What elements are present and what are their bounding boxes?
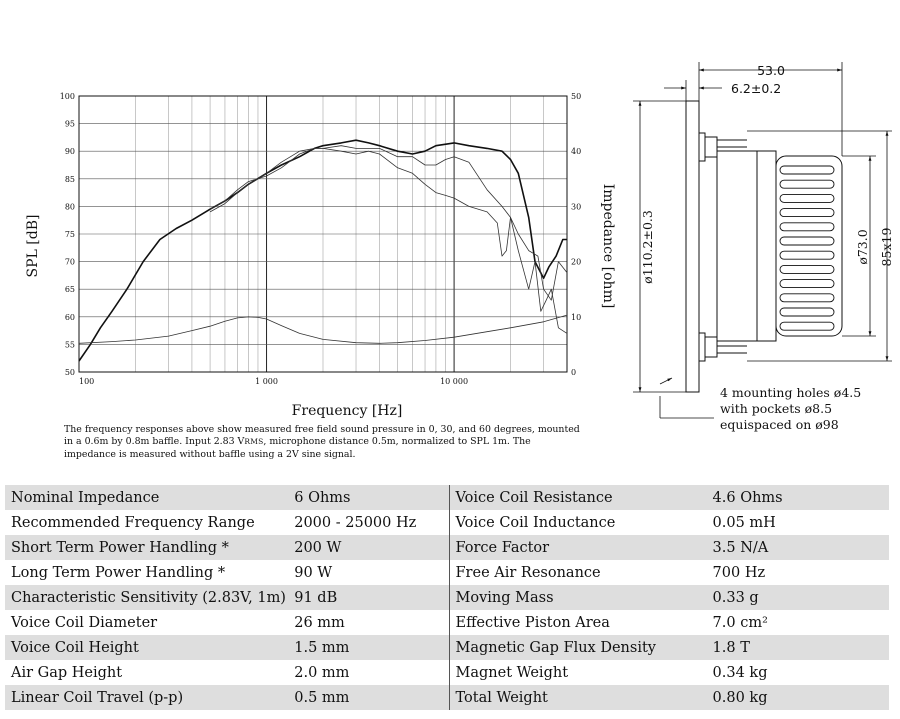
spec-value: 0.05 mH <box>712 514 776 531</box>
x-axis-label: Frequency [Hz] <box>291 403 403 419</box>
y2-tick-label: 50 <box>571 92 582 101</box>
y-axis-label: SPL [dB] <box>25 214 41 278</box>
heatsink-fin <box>780 251 834 259</box>
spec-label: Effective Piston Area <box>449 610 707 635</box>
y-tick-label: 60 <box>64 312 75 322</box>
spec-label: Voice Coil Diameter <box>11 614 158 631</box>
heatsink-fin <box>780 265 834 273</box>
spec-value: 1.8 T <box>707 635 889 660</box>
y-tick-label: 95 <box>64 119 75 129</box>
spec-label: Magnetic Gap Flux Density <box>449 635 707 660</box>
y2-tick-label: 0 <box>571 368 577 377</box>
heatsink-fin <box>780 237 834 245</box>
spec-row <box>5 585 889 610</box>
mounting-note-line-3: equispaced on ø98 <box>720 417 839 432</box>
spec-value: 26 mm <box>294 614 345 631</box>
spec-label: Recommended Frequency Range <box>11 514 255 531</box>
y2-tick-label: 40 <box>571 147 582 157</box>
spec-row <box>5 660 889 685</box>
spec-label: Characteristic Sensitivity (2.83V, 1m) <box>5 585 288 610</box>
spec-label: Free Air Resonance <box>449 560 707 585</box>
body-diameter-dimension: ø73.0 <box>855 229 870 265</box>
x-tick-label: 100 <box>79 377 95 386</box>
heatsink-fin <box>780 223 834 231</box>
caption-text-2: , microphone distance 0.5m, normalized to SPL 1m. The impedance is measured without baffle using a 2V sine signal. <box>64 436 531 460</box>
depth-dimension: 53.0 <box>757 63 785 78</box>
spec-value: 7.0 cm² <box>712 614 768 631</box>
spec-value: 700 Hz <box>712 564 766 581</box>
spec-label: Voice Coil Height <box>5 635 288 660</box>
y-tick-label: 70 <box>64 257 75 267</box>
spec-label: Moving Mass <box>449 585 707 610</box>
spec-value: 0.34 kg <box>712 664 768 681</box>
x-tick-label: 1 000 <box>255 377 278 386</box>
spec-value: 0.5 mm <box>288 685 449 710</box>
outer-diameter-dimension: ø110.2±0.3 <box>640 210 655 284</box>
spec-row <box>5 560 889 585</box>
chart-caption <box>64 424 584 461</box>
heatsink-fin <box>780 322 834 330</box>
front-plate <box>686 101 699 392</box>
spec-label: Linear Coil Travel (p-p) <box>5 685 288 710</box>
spec-value: 3.5 N/A <box>707 535 889 560</box>
heatsink-fin <box>780 194 834 202</box>
spec-row <box>5 510 889 535</box>
heatsink-fin <box>780 308 834 316</box>
spec-label: Total Weight <box>449 685 707 710</box>
spec-row <box>5 635 889 660</box>
spec-value: 0.80 kg <box>707 685 889 710</box>
spec-row <box>5 610 889 635</box>
heatsink-fin <box>780 209 834 217</box>
y-tick-label: 90 <box>64 147 75 157</box>
spec-label: Voice Coil Resistance <box>449 485 707 510</box>
spec-value: 200 W <box>288 535 449 560</box>
heatsink-fin <box>780 166 834 174</box>
x-tick-label: 10 000 <box>440 377 469 386</box>
driver-body <box>717 151 776 341</box>
caption-rms: RMS <box>244 437 264 447</box>
spec-label: Voice Coil Inductance <box>449 510 707 535</box>
y-tick-label: 100 <box>59 92 75 101</box>
heatsink-fin <box>780 294 834 302</box>
spec-value: 91 dB <box>288 585 449 610</box>
y2-tick-label: 30 <box>571 202 582 212</box>
spec-value: 0.33 g <box>707 585 889 610</box>
spec-value: 4.6 Ohms <box>707 485 889 510</box>
y2-tick-label: 10 <box>571 312 582 322</box>
y-tick-label: 65 <box>64 285 75 295</box>
spec-table <box>5 485 889 710</box>
cutout-dimension: 85x19 <box>879 227 894 267</box>
spec-value: 2.0 mm <box>294 664 350 681</box>
spec-value: 2000 - 25000 Hz <box>294 514 417 531</box>
spec-label: Nominal Impedance <box>5 485 288 510</box>
y-tick-label: 75 <box>64 230 75 239</box>
spec-label: Short Term Power Handling * <box>5 535 288 560</box>
heatsink-fin <box>780 180 834 188</box>
mounting-note-line-2: with pockets ø8.5 <box>720 401 833 416</box>
spec-label: Force Factor <box>449 535 707 560</box>
y2-axis-label: Impedance [ohm] <box>600 183 616 309</box>
spec-label: Magnet Weight <box>449 660 707 685</box>
heatsink-fin <box>780 280 834 288</box>
flange-dimension: 6.2±0.2 <box>731 81 782 96</box>
caption-text-1: The frequency responses above show measured free field sound pressure in 0, 30, and 60 degrees, mounted in a 0.6m by 0.8m baffle. Input 2.83 V <box>64 424 580 448</box>
y2-tick-label: 20 <box>571 257 582 267</box>
spec-value: 90 W <box>294 564 333 581</box>
y-tick-label: 50 <box>64 368 75 377</box>
y-tick-label: 80 <box>64 202 75 212</box>
spec-label: Long Term Power Handling * <box>11 564 226 581</box>
spec-row <box>5 535 889 560</box>
spec-value: 6 Ohms <box>288 485 449 510</box>
mounting-note-line-1: 4 mounting holes ø4.5 <box>720 385 862 400</box>
spec-row <box>5 485 889 510</box>
spec-label: Air Gap Height <box>11 664 123 681</box>
y-tick-label: 85 <box>64 174 75 184</box>
spec-value: 1.5 mm <box>288 635 449 660</box>
y-tick-label: 55 <box>64 340 75 350</box>
spec-row <box>5 685 889 710</box>
